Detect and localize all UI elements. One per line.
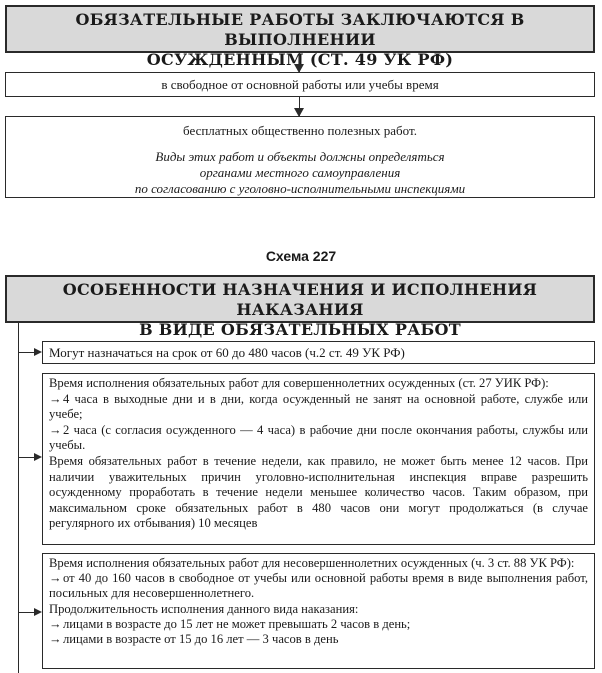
adult-bullet-2: →2 часа (с согласия осужденного — 4 часа) в рабочие дни после окончания работы, службы или учебы. (49, 422, 588, 453)
obligatory-works-title-box (5, 5, 595, 69)
features-title-line-1: ОСОБЕННОСТИ НАЗНАЧЕНИЯ И ИСПОЛНЕНИЯ НАКАЗАНИЯ (62, 280, 538, 319)
arrow-right-icon (34, 348, 42, 356)
arrow-down-2 (299, 97, 300, 116)
note-line-2: органами местного самоуправления (199, 165, 401, 180)
title-line-1: ОБЯЗАТЕЛЬНЫЕ РАБОТЫ ЗАКЛЮЧАЮТСЯ В ВЫПОЛНЕНИИ (75, 10, 525, 49)
term-box (42, 341, 595, 364)
connector-vertical-line (18, 323, 19, 673)
minor-bullet-2: →лицами в возрасте до 15 лет не может превышать 2 часов в день; (49, 616, 411, 631)
adult-heading: Время исполнения обязательных работ для совершеннолетних осужденных (ст. 27 УИК РФ): (49, 376, 549, 390)
adult-body: Время обязательных работ в течение недели, как правило, не может быть менее 12 часов. При наличии уважительных причин уголовно-исполнительная инспекция вправе разрешить осужденному проработать в течение недели меньшее количество часов. Таким образом, при максимальном сроке обязательных работ в 480 часов они могут продолжаться (в случае регулярного их отбывания) 10 месяцев (49, 453, 588, 531)
minor-duration: Продолжительность исполнения данного вида наказания: (49, 601, 359, 616)
title-line-2: ОСУЖДЕННЫМ (СТ. 49 УК РФ) (146, 50, 454, 69)
free-time-box (5, 72, 595, 97)
free-time-text: в свободное от основной работы или учебы время (161, 77, 439, 92)
features-title-box (5, 275, 595, 339)
minor-bullet-1: →от 40 до 160 часов в свободное от учебы или основной работы время в виде выполнения работ, посильных для несовершеннолетнего. (49, 571, 588, 601)
arrow-down-1 (299, 53, 300, 72)
features-title-line-2: В ВИДЕ ОБЯЗАТЕЛЬНЫХ РАБОТ (139, 320, 461, 339)
term-text: Могут назначаться на срок от 60 до 480 часов (ч.2 ст. 49 УК РФ) (49, 345, 405, 360)
minor-bullet-3: →лицами в возрасте от 15 до 16 лет — 3 часов в день (49, 632, 339, 647)
arrow-right-icon (34, 608, 42, 616)
note-line-3: по согласованию с уголовно-исполнительными инспекциями (134, 181, 466, 196)
adult-bullet-1: →4 часа в выходные дни и в дни, когда осужденный не занят на основной работе, службе или учебе; (49, 391, 588, 422)
minor-heading: Время исполнения обязательных работ для несовершеннолетних осужденных (ч. 3 ст. 88 УК РФ): (49, 556, 575, 570)
arrow-right-icon (34, 453, 42, 461)
minor-time-box (42, 553, 595, 669)
unpaid-works-text: бесплатных общественно полезных работ. (183, 123, 417, 138)
unpaid-works-box (5, 116, 595, 198)
schema-label: Схема 227 (265, 248, 337, 264)
note-line-1: Виды этих работ и объекты должны определяться (155, 149, 445, 164)
adult-time-box (42, 373, 595, 545)
